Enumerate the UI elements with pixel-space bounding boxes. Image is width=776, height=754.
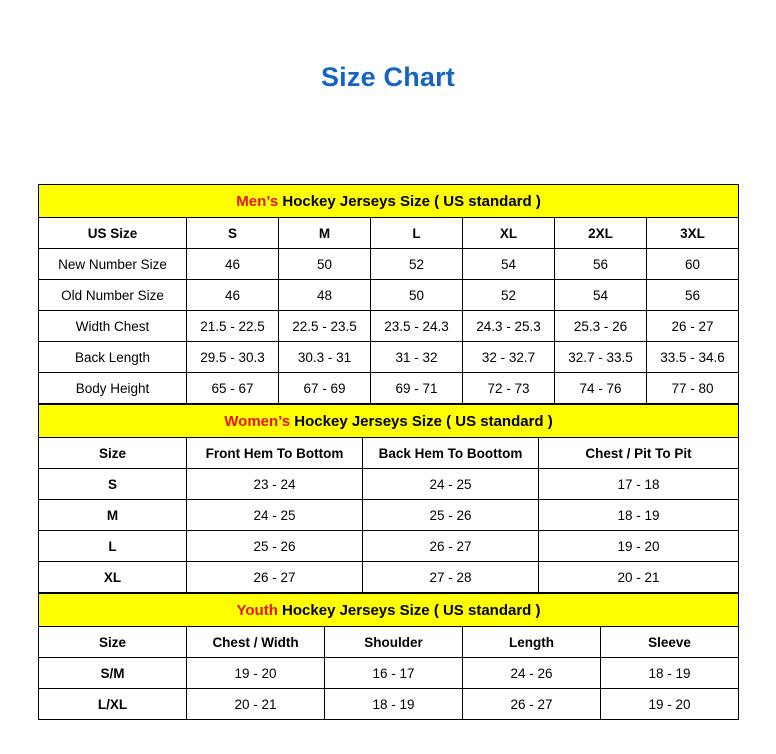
mens-banner-accent: Men’s — [236, 192, 279, 210]
youth-banner-rest: Hockey Jerseys Size ( US standard ) — [277, 601, 541, 619]
table-row — [39, 500, 739, 531]
womens-row-0-c3: 17 - 18 — [539, 469, 739, 500]
table-header-row — [39, 627, 739, 658]
mens-row-1-c4: 52 — [463, 280, 555, 311]
mens-col-2: M — [279, 218, 371, 249]
table-row — [39, 562, 739, 593]
table-header-row — [39, 218, 739, 249]
mens-row-2-c3: 23.5 - 24.3 — [371, 311, 463, 342]
mens-row-4-c5: 74 - 76 — [555, 373, 647, 404]
youth-row-1-c1: 20 - 21 — [187, 689, 325, 720]
womens-banner-rest: Hockey Jerseys Size ( US standard ) — [290, 412, 553, 430]
table-row — [39, 689, 739, 720]
mens-row-4-c2: 67 - 69 — [279, 373, 371, 404]
mens-row-1-c5: 54 — [555, 280, 647, 311]
table-row — [39, 531, 739, 562]
table-row — [39, 280, 739, 311]
mens-row-4-c3: 69 - 71 — [371, 373, 463, 404]
youth-row-1-label: L/XL — [39, 689, 187, 720]
womens-row-1-c3: 18 - 19 — [539, 500, 739, 531]
mens-row-4-c4: 72 - 73 — [463, 373, 555, 404]
size-chart-page — [0, 62, 776, 754]
youth-col-0: Size — [39, 627, 187, 658]
mens-col-4: XL — [463, 218, 555, 249]
table-row — [39, 469, 739, 500]
youth-row-1-c4: 19 - 20 — [601, 689, 739, 720]
mens-row-2-c6: 26 - 27 — [647, 311, 739, 342]
mens-row-1-c2: 48 — [279, 280, 371, 311]
youth-row-0-c2: 16 - 17 — [325, 658, 463, 689]
tables-container — [38, 184, 738, 720]
mens-row-2-c1: 21.5 - 22.5 — [187, 311, 279, 342]
youth-row-0-c3: 24 - 26 — [463, 658, 601, 689]
mens-col-3: L — [371, 218, 463, 249]
mens-row-1-c1: 46 — [187, 280, 279, 311]
womens-row-3-c2: 27 - 28 — [363, 562, 539, 593]
womens-row-1-c2: 25 - 26 — [363, 500, 539, 531]
womens-banner — [39, 405, 739, 438]
mens-row-0-c6: 60 — [647, 249, 739, 280]
womens-col-1: Front Hem To Bottom — [187, 438, 363, 469]
womens-banner-accent: Women’s — [224, 412, 291, 430]
womens-row-0-label: S — [39, 469, 187, 500]
mens-col-6: 3XL — [647, 218, 739, 249]
youth-banner-accent: Youth — [236, 601, 278, 619]
womens-row-0-c1: 23 - 24 — [187, 469, 363, 500]
mens-row-1-c3: 50 — [371, 280, 463, 311]
table-row — [39, 249, 739, 280]
mens-col-5: 2XL — [555, 218, 647, 249]
mens-banner — [39, 185, 739, 218]
table-banner-row — [39, 594, 739, 627]
mens-col-1: S — [187, 218, 279, 249]
mens-row-0-label: New Number Size — [39, 249, 187, 280]
womens-row-2-c3: 19 - 20 — [539, 531, 739, 562]
womens-row-0-c2: 24 - 25 — [363, 469, 539, 500]
table-row — [39, 373, 739, 404]
womens-row-2-label: L — [39, 531, 187, 562]
mens-size-table — [38, 184, 739, 404]
table-banner-row — [39, 405, 739, 438]
youth-col-4: Sleeve — [601, 627, 739, 658]
table-row — [39, 658, 739, 689]
womens-col-0: Size — [39, 438, 187, 469]
mens-row-2-label: Width Chest — [39, 311, 187, 342]
womens-row-1-label: M — [39, 500, 187, 531]
mens-row-0-c1: 46 — [187, 249, 279, 280]
youth-col-2: Shoulder — [325, 627, 463, 658]
mens-col-0: US Size — [39, 218, 187, 249]
youth-row-0-c1: 19 - 20 — [187, 658, 325, 689]
mens-row-0-c2: 50 — [279, 249, 371, 280]
womens-row-3-c3: 20 - 21 — [539, 562, 739, 593]
mens-row-3-c2: 30.3 - 31 — [279, 342, 371, 373]
youth-banner — [39, 594, 739, 627]
mens-row-4-c6: 77 - 80 — [647, 373, 739, 404]
mens-row-3-c1: 29.5 - 30.3 — [187, 342, 279, 373]
table-row — [39, 342, 739, 373]
mens-row-0-c5: 56 — [555, 249, 647, 280]
womens-row-2-c2: 26 - 27 — [363, 531, 539, 562]
womens-row-1-c1: 24 - 25 — [187, 500, 363, 531]
youth-size-table — [38, 593, 739, 720]
mens-row-3-label: Back Length — [39, 342, 187, 373]
mens-row-2-c5: 25.3 - 26 — [555, 311, 647, 342]
youth-row-0-label: S/M — [39, 658, 187, 689]
youth-col-3: Length — [463, 627, 601, 658]
youth-col-1: Chest / Width — [187, 627, 325, 658]
mens-row-4-label: Body Height — [39, 373, 187, 404]
mens-row-1-c6: 56 — [647, 280, 739, 311]
womens-col-3: Chest / Pit To Pit — [539, 438, 739, 469]
table-banner-row — [39, 185, 739, 218]
mens-row-3-c6: 33.5 - 34.6 — [647, 342, 739, 373]
womens-size-table — [38, 404, 739, 593]
page-title: Size Chart — [320, 62, 456, 92]
youth-row-1-c2: 18 - 19 — [325, 689, 463, 720]
womens-row-3-label: XL — [39, 562, 187, 593]
mens-row-1-label: Old Number Size — [39, 280, 187, 311]
womens-row-3-c1: 26 - 27 — [187, 562, 363, 593]
table-row — [39, 311, 739, 342]
mens-row-0-c4: 54 — [463, 249, 555, 280]
mens-row-0-c3: 52 — [371, 249, 463, 280]
mens-row-2-c2: 22.5 - 23.5 — [279, 311, 371, 342]
mens-banner-rest: Hockey Jerseys Size ( US standard ) — [278, 192, 541, 210]
youth-row-1-c3: 26 - 27 — [463, 689, 601, 720]
mens-row-3-c5: 32.7 - 33.5 — [555, 342, 647, 373]
youth-row-0-c4: 18 - 19 — [601, 658, 739, 689]
mens-row-3-c3: 31 - 32 — [371, 342, 463, 373]
mens-row-4-c1: 65 - 67 — [187, 373, 279, 404]
mens-row-3-c4: 32 - 32.7 — [463, 342, 555, 373]
womens-col-2: Back Hem To Boottom — [363, 438, 539, 469]
womens-row-2-c1: 25 - 26 — [187, 531, 363, 562]
mens-row-2-c4: 24.3 - 25.3 — [463, 311, 555, 342]
table-header-row — [39, 438, 739, 469]
